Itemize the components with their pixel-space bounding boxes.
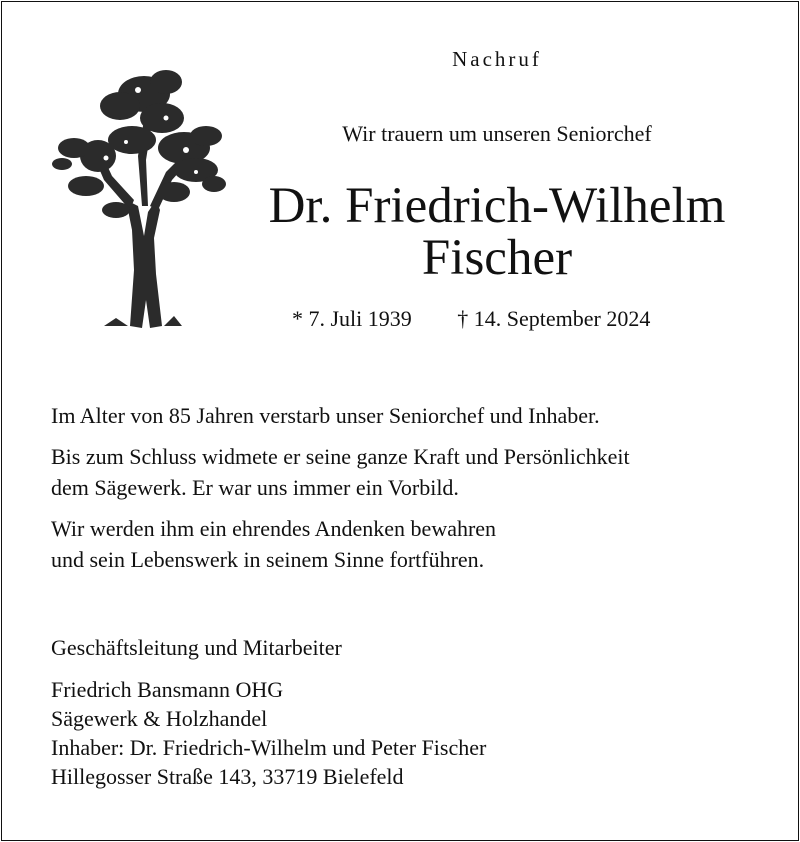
life-dates — [292, 306, 650, 332]
paragraph-2-line-2: dem Sägewerk. Er war uns immer ein Vorbild. — [51, 475, 459, 500]
paragraph-2 — [51, 441, 771, 503]
company-address: Hillegosser Straße 143, 33719 Bielefeld — [51, 764, 404, 789]
paragraph-3-line-2: und sein Lebenswerk in seinem Sinne fortführen. — [51, 547, 485, 572]
death-date: † 14. September 2024 — [457, 306, 651, 331]
deceased-name-line2: Fischer — [421, 230, 573, 286]
birth-date: * 7. Juli 1939 — [292, 306, 412, 331]
obituary-frame — [1, 1, 799, 841]
company-owners: Inhaber: Dr. Friedrich-Wilhelm und Peter Fischer — [51, 735, 487, 760]
company-type: Sägewerk & Holzhandel — [51, 706, 268, 731]
tree-icon — [46, 60, 232, 330]
signature-staff: Geschäftsleitung und Mitarbeiter — [51, 635, 342, 660]
paragraph-1 — [51, 400, 771, 431]
obituary-heading: Nachruf — [452, 47, 542, 71]
deceased-name-line1: Dr. Friedrich-Wilhelm — [268, 178, 726, 234]
obituary-text — [51, 400, 771, 585]
signature-block — [51, 633, 771, 791]
paragraph-1-line: Im Alter von 85 Jahren verstarb unser Seniorchef und Inhaber. — [51, 403, 600, 428]
company-name: Friedrich Bansmann OHG — [51, 677, 284, 702]
deceased-name — [222, 180, 772, 284]
paragraph-2-line-1: Bis zum Schluss widmete er seine ganze Kraft und Persönlichkeit — [51, 444, 630, 469]
paragraph-3 — [51, 513, 771, 575]
mourning-intro: Wir trauern um unseren Seniorchef — [342, 121, 652, 146]
paragraph-3-line-1: Wir werden ihm ein ehrendes Andenken bewahren — [51, 516, 497, 541]
